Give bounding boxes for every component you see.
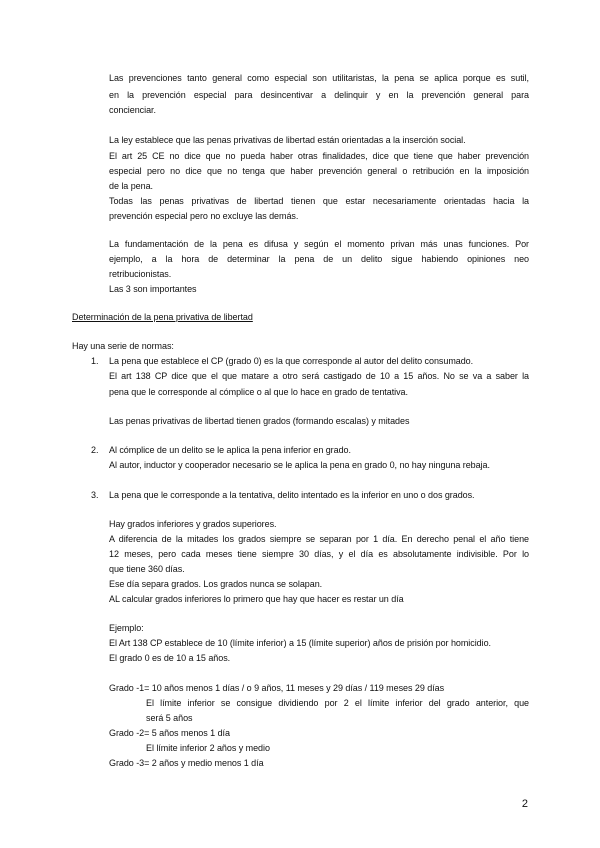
- p2-line3: especial pero no dice que no tenga que haber prevención general o retribución en la imposición: [109, 166, 529, 176]
- item2-number: 2.: [91, 445, 99, 455]
- grades-line3: 12 meses, pero cada meses tiene siempre 30 días, y el día es absolutamente indivisible. Por lo: [109, 549, 529, 559]
- example-title: Ejemplo:: [109, 623, 144, 633]
- p1-line2: en la prevención especial para desincentivar a delinquir y en la prevención general para: [109, 90, 529, 100]
- grades-line2: A diferencia de la mitades los grados siempre se separan por 1 día. En derecho penal el año tiene: [109, 534, 529, 544]
- p3-line4: Las 3 son importantes: [109, 284, 197, 294]
- grade-minus3: Grado -3= 2 años y medio menos 1 día: [109, 758, 264, 768]
- section-heading: Determinación de la pena privativa de libertad: [72, 312, 253, 322]
- p2-line4: de la pena.: [109, 181, 153, 191]
- item1-line1: La pena que establece el CP (grado 0) es la que corresponde al autor del delito consumado.: [109, 356, 474, 366]
- grades-line1: Hay grados inferiores y grados superiores.: [109, 519, 277, 529]
- page-number: 2: [521, 798, 528, 810]
- grades-line4: que tiene 360 días.: [109, 564, 185, 574]
- grades-line6: AL calcular grados inferiores lo primero que hay que hacer es restar un día: [109, 594, 404, 604]
- p2-line5: Todas las penas privativas de libertad tienen que estar necesariamente orientadas hacia la: [109, 196, 529, 206]
- p1-line1: Las prevenciones tanto general como especial son utilitaristas, la pena se aplica porque es sutil,: [109, 73, 529, 83]
- p2-line2: El art 25 CE no dice que no pueda haber otras finalidades, dice que tiene que haber prevención: [109, 151, 529, 161]
- p2-line1: La ley establece que las penas privativas de libertad están orientadas a la inserción social.: [109, 135, 466, 145]
- item1-line4: Las penas privativas de libertad tienen grados (formando escalas) y mitades: [109, 416, 410, 426]
- item1-number: 1.: [91, 356, 99, 366]
- item3-line1: La pena que le corresponde a la tentativa, delito intentado es la inferior en uno o dos grados.: [109, 490, 475, 500]
- item2-line1: Al cómplice de un delito se le aplica la pena inferior en grado.: [109, 445, 351, 455]
- grades-line5: Ese día separa grados. Los grados nunca se solapan.: [109, 579, 323, 589]
- grade-minus1-note2: será 5 años: [146, 713, 193, 723]
- example-line1: El Art 138 CP establece de 10 (límite inferior) a 15 (límite superior) años de prisión por homicidio.: [109, 638, 491, 648]
- p3-line2: ejemplo, a la hora de determinar la pena de un delito sigue habiendo opiniones neo: [109, 254, 529, 264]
- example-line2: El grado 0 es de 10 a 15 años.: [109, 653, 231, 663]
- item3-number: 3.: [91, 490, 99, 500]
- item2-line2: Al autor, inductor y cooperador necesario se le aplica la pena en grado 0, no hay ninguna rebaja.: [109, 460, 490, 470]
- p1-line3: concienciar.: [109, 105, 156, 115]
- p2-line6: prevención especial pero no excluye las demás.: [109, 211, 299, 221]
- item1-line3: pena que le corresponde al cómplice o al que lo hace en grado de tentativa.: [109, 387, 408, 397]
- p3-line1: La fundamentación de la pena es difusa y según el momento privan más unas funciones. Por: [109, 239, 529, 249]
- item1-line2: El art 138 CP dice que el que matare a otro será castigado de 10 a 15 años. No se va a saber la: [109, 371, 529, 381]
- intro-line: Hay una serie de normas:: [72, 341, 174, 351]
- grade-minus1: Grado -1= 10 años menos 1 días / o 9 años, 11 meses y 29 días / 119 meses 29 días: [109, 683, 445, 693]
- grade-minus2: Grado -2= 5 años menos 1 día: [109, 728, 230, 738]
- p3-line3: retribucionistas.: [109, 269, 172, 279]
- grade-minus2-note: El límite inferior 2 años y medio: [146, 743, 270, 753]
- grade-minus1-note1: El límite inferior se consigue dividiendo por 2 el límite inferior del grado anterior, que: [146, 698, 529, 708]
